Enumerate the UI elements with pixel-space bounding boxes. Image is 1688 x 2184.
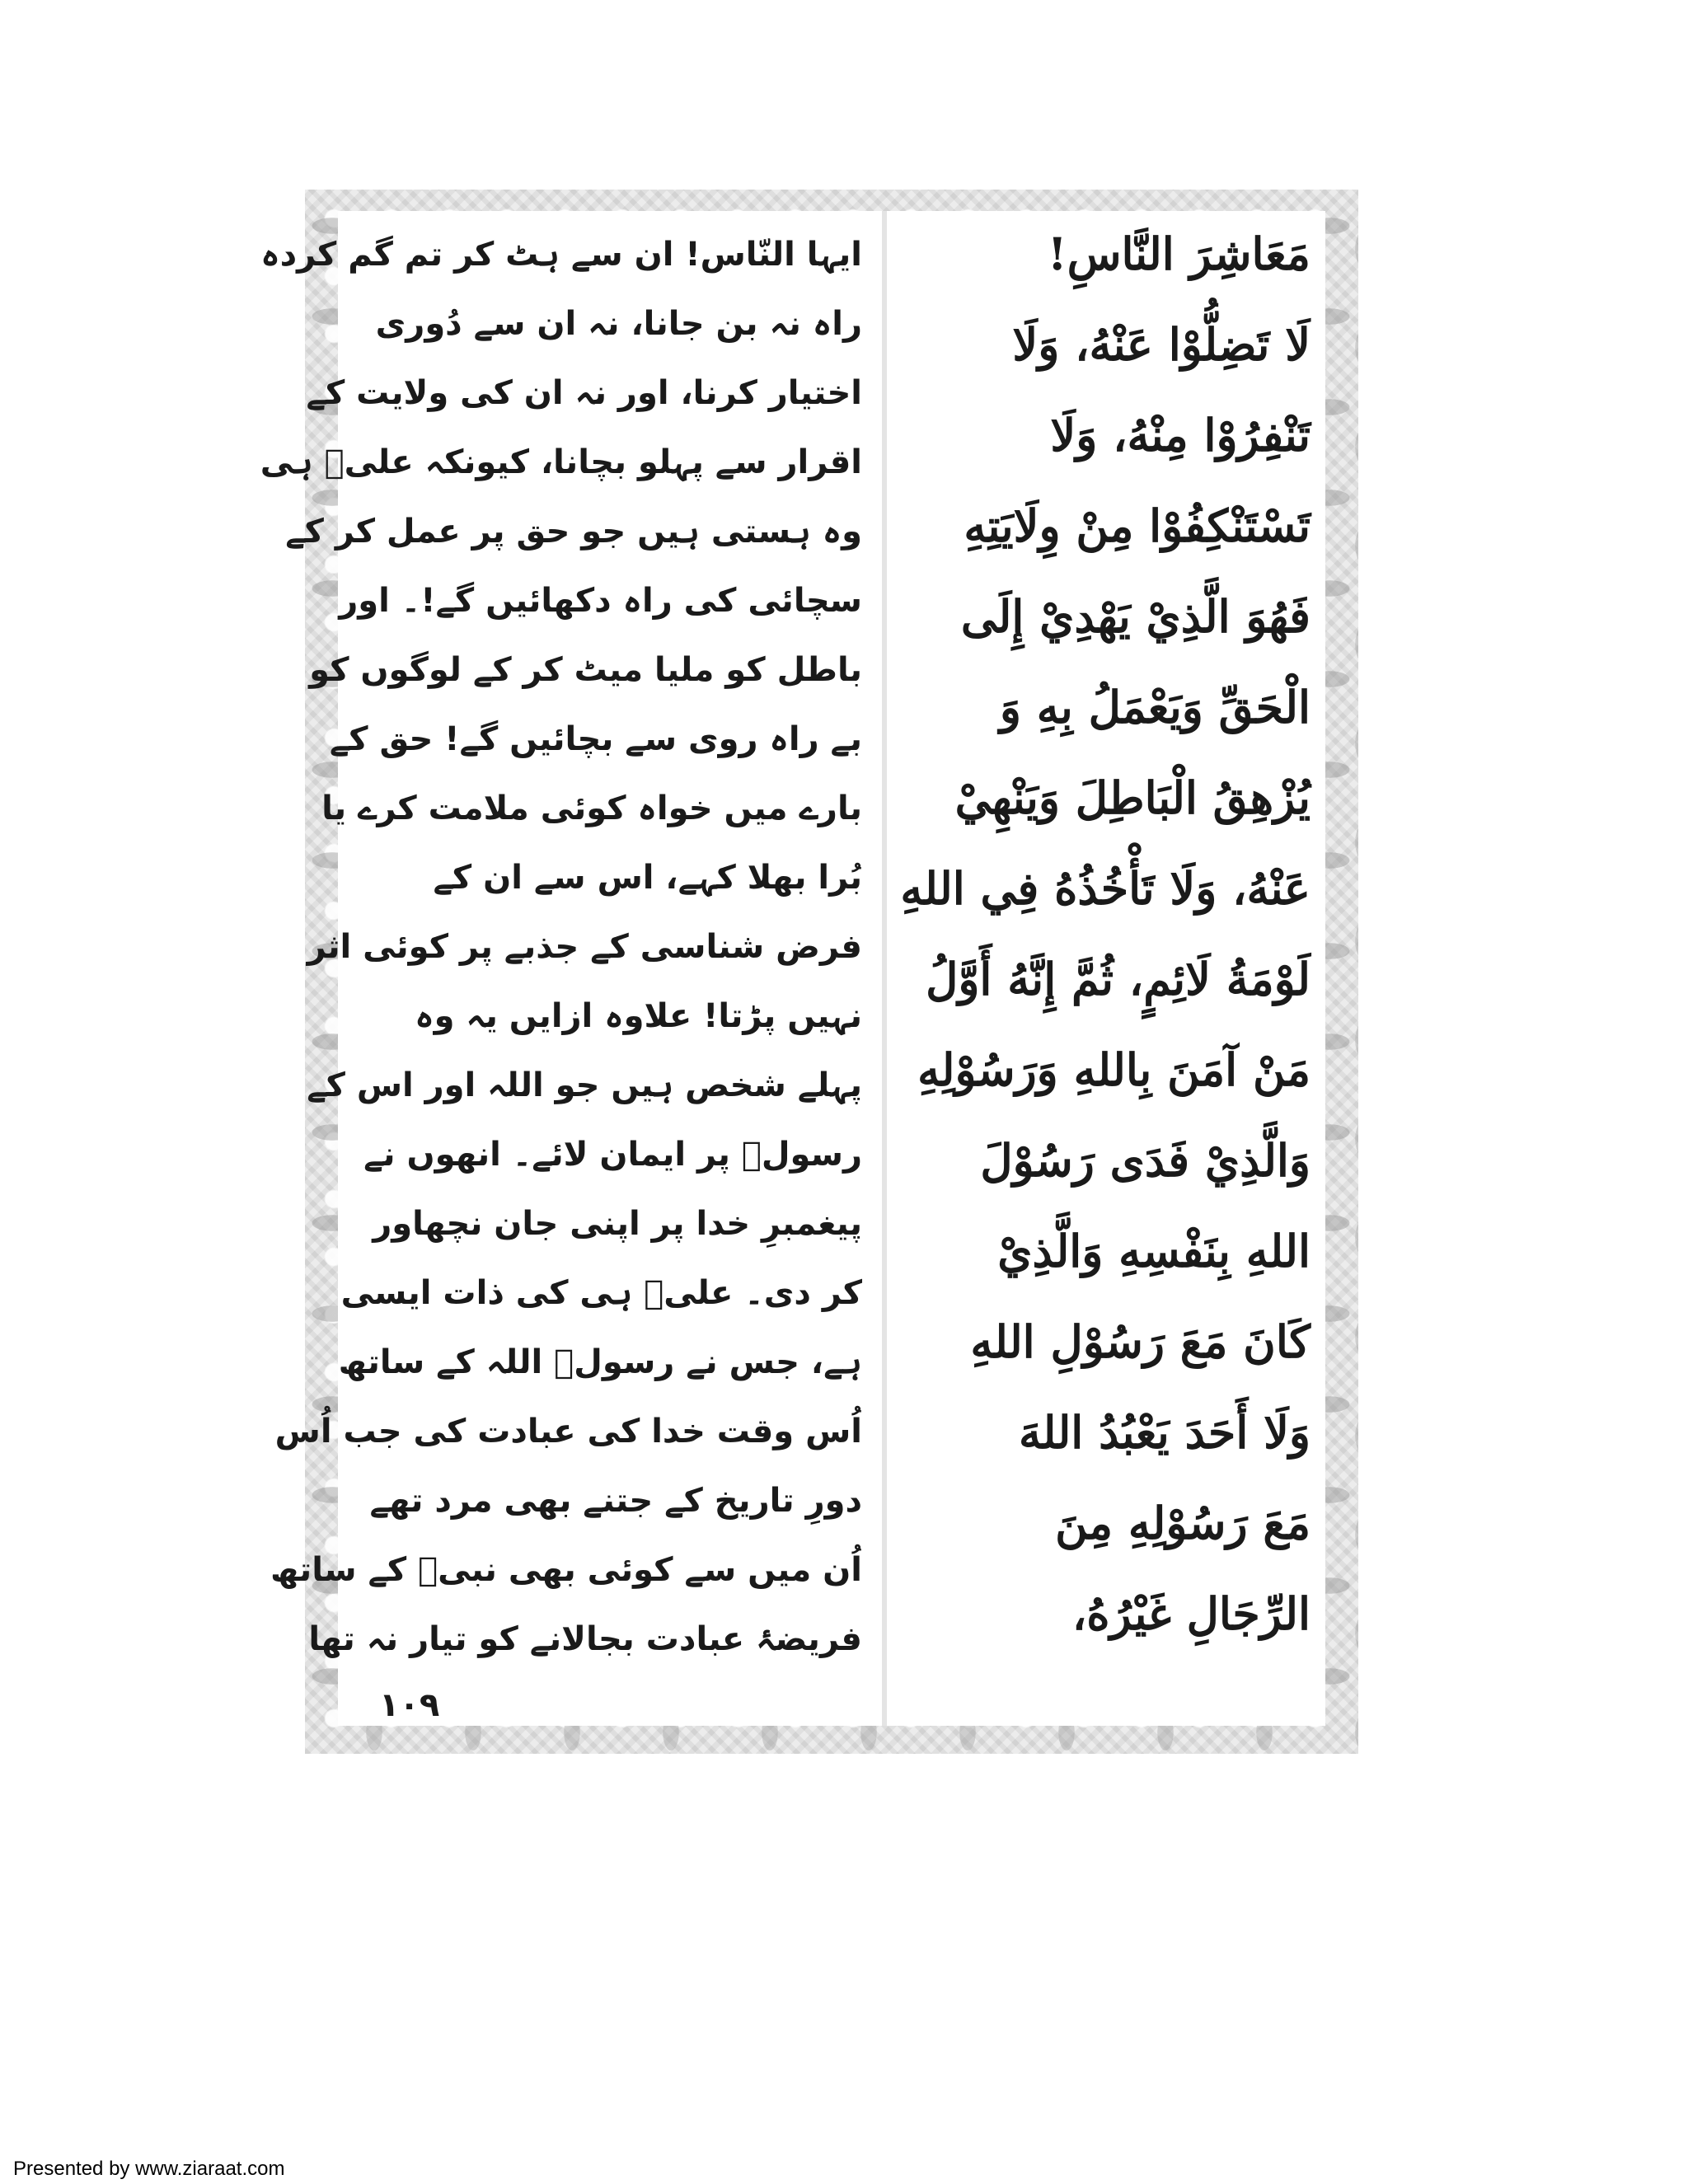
urdu-line: کر دی۔ علیؑ ہی کی ذات ایسی bbox=[340, 1274, 862, 1312]
urdu-line: اُس وقت خدا کی عبادت کی جب اُس bbox=[274, 1413, 862, 1451]
arabic-column bbox=[898, 227, 1311, 1711]
arabic-line: الْحَقِّ وَيَعْمَلُ بِهِ وَ bbox=[999, 681, 1311, 733]
arabic-line: وَالَّذِيْ فَدَى رَسُوْلَ bbox=[980, 1134, 1311, 1187]
urdu-line: سچائی کی راہ دکھائیں گے!۔ اور bbox=[339, 582, 862, 620]
urdu-line: اُن میں سے کوئی بھی نبیؐ کے ساتھ bbox=[270, 1551, 862, 1589]
arabic-line: اللهِ بِنَفْسِهِ وَالَّذِيْ bbox=[997, 1225, 1311, 1277]
urdu-line: راہ نہ بن جانا، نہ ان سے دُوری bbox=[375, 305, 862, 343]
urdu-line: پیغمبرِ خدا پر اپنی جان نچھاور bbox=[373, 1205, 862, 1243]
arabic-line: لَوْمَةُ لَائِمٍ، ثُمَّ إِنَّهُ أَوَّلُ bbox=[926, 953, 1311, 1005]
arabic-line: تَنْفِرُوْا مِنْهُ، وَلَا bbox=[1050, 409, 1311, 462]
urdu-line: فرض شناسی کے جذبے پر کوئی اثر bbox=[307, 928, 862, 966]
urdu-column bbox=[260, 227, 862, 1711]
urdu-line: نہیں پڑتا! علاوہ ازایں یہ وہ bbox=[415, 997, 862, 1035]
urdu-line: باطل کو ملیا میٹ کر کے لوگوں کو bbox=[309, 651, 862, 689]
urdu-line: دورِ تاریخ کے جتنے بھی مرد تھے bbox=[369, 1482, 862, 1520]
urdu-line: وہ ہستی ہیں جو حق پر عمل کر کے bbox=[285, 513, 862, 551]
arabic-line: يُزْهِقُ الْبَاطِلَ وَيَنْهِيْ bbox=[954, 771, 1311, 824]
urdu-line: اقرار سے پہلو بچانا، کیونکہ علیؑ ہی bbox=[260, 443, 862, 481]
footer-credit: Presented by www.ziaraat.com bbox=[13, 2158, 285, 2180]
urdu-line: ہے، جس نے رسولؐ اللہ کے ساتھ bbox=[338, 1343, 862, 1381]
urdu-line: پہلے شخص ہیں جو اللہ اور اس کے bbox=[307, 1066, 862, 1104]
urdu-line: ایہا النّاس! ان سے ہٹ کر تم گم کردہ bbox=[260, 236, 862, 274]
urdu-line: بارے میں خواہ کوئی ملامت کرے یا bbox=[321, 790, 862, 827]
arabic-line: تَسْتَنْكِفُوْا مِنْ وِلَايَتِهِ bbox=[964, 499, 1311, 552]
urdu-line: بُرا بھلا کہے، اس سے ان کے bbox=[433, 859, 862, 897]
arabic-line: عَنْهُ، وَلَا تَأْخُذُهُ فِي اللهِ bbox=[900, 862, 1311, 915]
arabic-line: فَهُوَ الَّذِيْ يَهْدِيْ إِلَى bbox=[960, 590, 1311, 643]
urdu-line: رسولؐ پر ایمان لائے۔ انھوں نے bbox=[363, 1136, 862, 1174]
arabic-line: كَانَ مَعَ رَسُوْلِ اللهِ bbox=[970, 1315, 1311, 1368]
arabic-line: مَعَاشِرَ النَّاسِ! bbox=[1047, 227, 1311, 280]
arabic-line: وَلَا أَحَدَ يَعْبُدُ اللهَ bbox=[1018, 1406, 1311, 1459]
text-panel bbox=[260, 211, 1325, 1726]
page-frame bbox=[260, 190, 1358, 1754]
arabic-line: الرِّجَالِ غَيْرُهُ، bbox=[1071, 1587, 1311, 1640]
page-number: ۱۰۹ bbox=[379, 1686, 440, 1724]
arabic-line: لَا تَضِلُّوْا عَنْهُ، وَلَا bbox=[1012, 318, 1311, 371]
urdu-line: فریضۂ عبادت بجالانے کو تیار نہ تھا bbox=[308, 1620, 862, 1658]
arabic-line: مَنْ آمَنَ بِاللهِ وَرَسُوْلِهِ bbox=[917, 1043, 1311, 1096]
column-divider bbox=[882, 211, 887, 1726]
urdu-line: اختیار کرنا، اور نہ ان کی ولایت کے bbox=[306, 374, 862, 412]
urdu-line: بے راہ روی سے بچائیں گے! حق کے bbox=[329, 720, 862, 758]
arabic-line: مَعَ رَسُوْلِهِ مِنَ bbox=[1055, 1497, 1311, 1549]
